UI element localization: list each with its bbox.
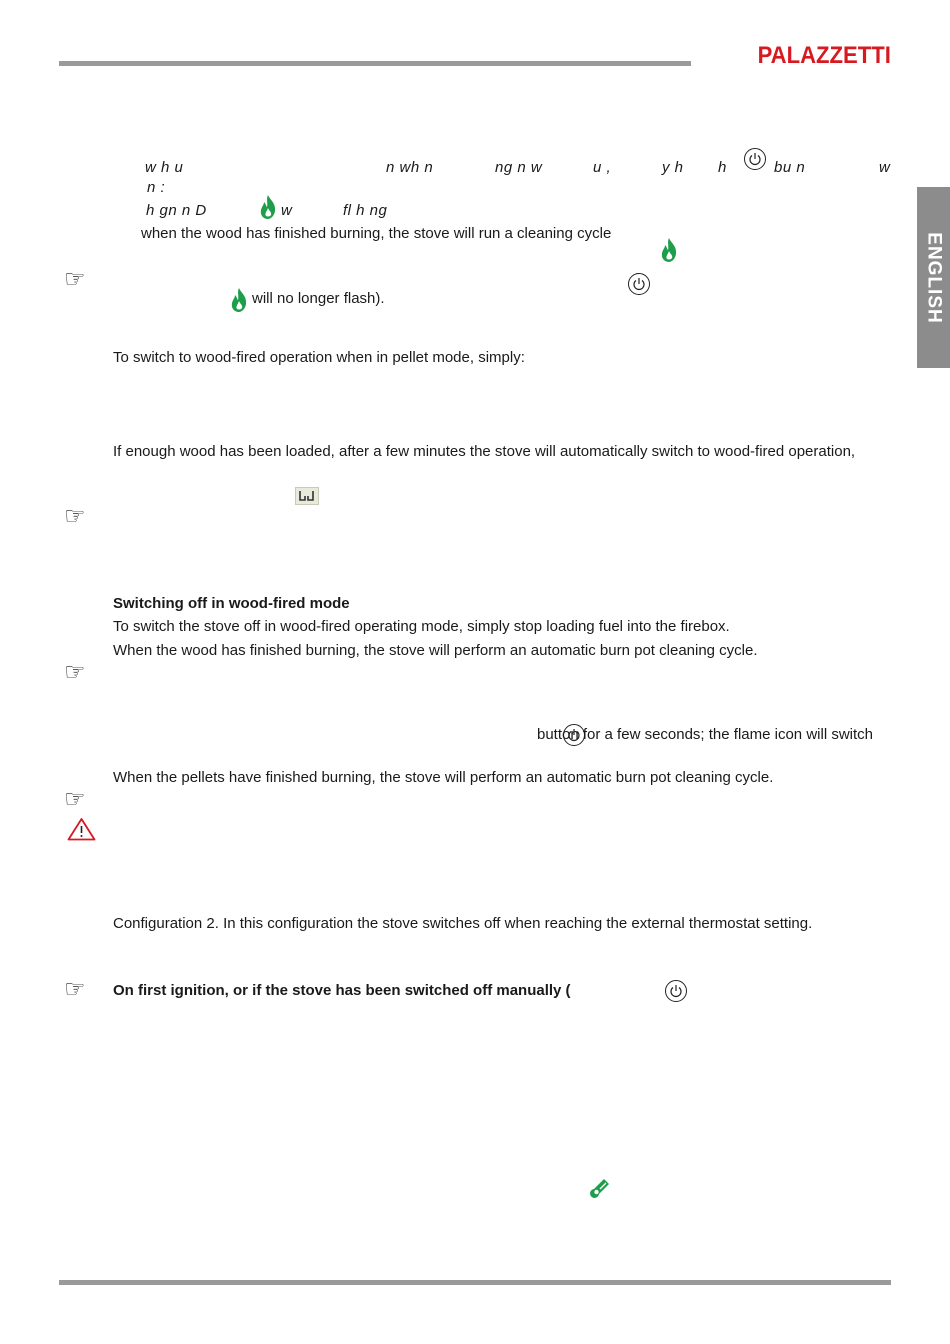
fragment-3a: h gn n D <box>146 202 207 219</box>
fragment-3c: fl h ng <box>343 202 388 219</box>
fragment-1a: w h u <box>145 159 184 176</box>
flame-icon <box>258 194 278 220</box>
flame-icon <box>659 237 679 263</box>
language-tab <box>917 187 950 368</box>
cleaning-cycle-line: when the wood has finished burning, the stove will run a cleaning cycle <box>141 225 612 242</box>
pointing-hand-icon: ☞ <box>64 503 86 530</box>
pointing-hand-icon: ☞ <box>64 266 86 293</box>
fragment-1b: n wh n <box>386 159 434 176</box>
display-icon <box>295 487 319 505</box>
switch-off-line-2: When the wood has finished burning, the stove will perform an automatic burn pot cleaning cycle. <box>113 642 758 659</box>
fragment-3b: w <box>281 202 293 219</box>
switch-off-heading: Switching off in wood-fired mode <box>113 595 350 612</box>
fragment-1d: u , <box>593 159 612 176</box>
no-longer-flash-line: will no longer flash). <box>252 290 385 307</box>
warning-icon <box>67 817 96 841</box>
fragment-1e: y h <box>662 159 684 176</box>
configuration-2-line: Configuration 2. In this configuration the stove switches off when reaching the external thermostat setting. <box>113 915 813 932</box>
fragment-1c: ng n w <box>495 159 543 176</box>
power-icon <box>744 148 766 170</box>
pellets-finished-line: When the pellets have finished burning, the stove will perform an automatic burn pot cleaning cycle. <box>113 769 774 786</box>
fragment-1h: w <box>879 159 891 176</box>
first-ignition-line: On first ignition, or if the stove has been switched off manually ( <box>113 982 571 999</box>
button-seconds-line: button for a few seconds; the flame icon will switch <box>537 726 873 743</box>
pointing-hand-icon: ☞ <box>64 659 86 686</box>
switch-to-wood-line: To switch to wood-fired operation when in pellet mode, simply: <box>113 349 525 366</box>
power-icon <box>665 980 687 1002</box>
brand-logo: PALAZZETTI <box>757 42 891 69</box>
pointing-hand-icon: ☞ <box>64 976 86 1003</box>
enough-wood-line: If enough wood has been loaded, after a few minutes the stove will automatically switch to wood-fired operation, <box>113 443 856 460</box>
language-tab-label: ENGLISH <box>923 231 945 324</box>
fragment-1g: bu n <box>774 159 806 176</box>
power-icon <box>628 273 650 295</box>
fragment-1f: h <box>718 159 727 176</box>
footer-rule <box>59 1280 891 1285</box>
switch-off-line-1: To switch the stove off in wood-fired operating mode, simply stop loading fuel into the firebox. <box>113 618 730 635</box>
fragment-2: n : <box>147 179 166 196</box>
thermometer-icon <box>589 1176 613 1200</box>
header-rule <box>59 61 691 66</box>
flame-icon <box>229 287 249 313</box>
pointing-hand-icon: ☞ <box>64 786 86 813</box>
